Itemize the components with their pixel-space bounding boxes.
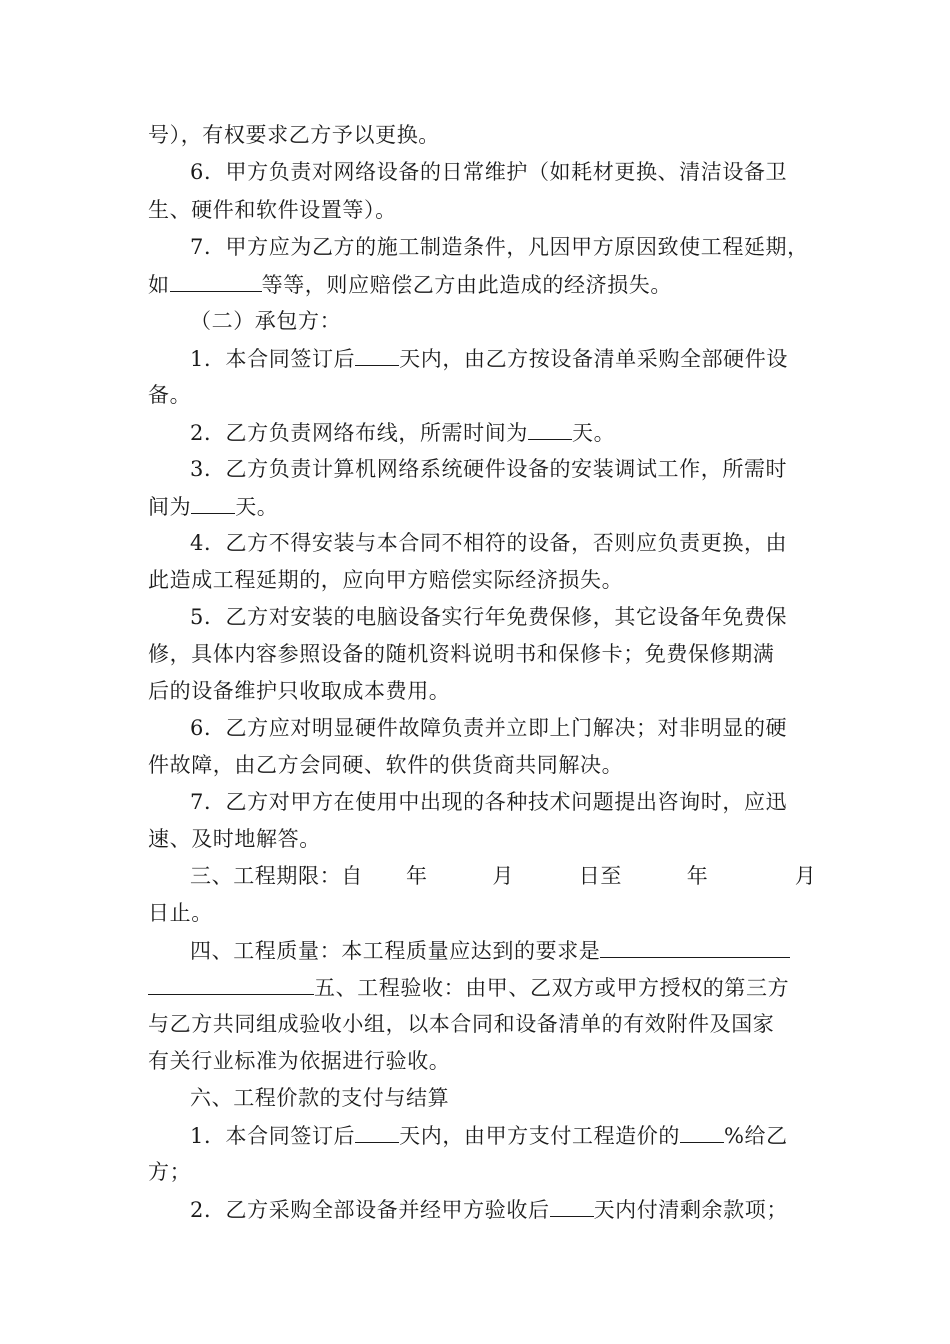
text-line: 3．乙方负责计算机网络系统硬件设备的安装调试工作，所需时: [190, 457, 788, 481]
text-line: [148, 493, 278, 520]
text-line: 7．甲方应为乙方的施工制造条件，凡因甲方原因致使工程延期，: [190, 235, 809, 259]
text-line: 此造成工程延期的，应向甲方赔偿实际经济损失。: [148, 568, 624, 592]
line-segment: 天内，由乙方按设备清单采购全部硬件设: [399, 347, 788, 371]
text-line: 后的设备维护只收取成本费用。: [148, 679, 451, 703]
text-line: 与乙方共同组成验收小组，以本合同和设备清单的有效附件及国家: [148, 1012, 775, 1036]
text-line: [190, 1196, 788, 1223]
text-line: 有关行业标准为依据进行验收。: [148, 1049, 451, 1073]
fill-in-blank: [355, 345, 399, 366]
text-line: 4．乙方不得安装与本合同不相符的设备，否则应负责更换，由: [190, 531, 788, 555]
fill-in-blank: [550, 1196, 594, 1217]
text-line: 7．乙方对甲方在使用中出现的各种技术问题提出咨询时，应迅: [190, 790, 788, 814]
line-segment: 1．本合同签订后: [190, 1124, 356, 1148]
line-segment: 2．乙方采购全部设备并经甲方验收后: [190, 1198, 550, 1222]
text-line: 日止。: [148, 901, 213, 925]
line-segment: 如: [148, 273, 170, 297]
line-segment: 天。: [571, 421, 616, 445]
text-line: [190, 937, 790, 964]
text-line: 六、工程价款的支付与结算: [190, 1086, 450, 1110]
text-line: [148, 271, 672, 298]
line-segment: 1．本合同签订后: [190, 347, 356, 371]
text-line: [190, 419, 615, 446]
fill-in-blank: [355, 1122, 399, 1143]
line-segment: 天。: [235, 495, 279, 519]
line-segment: 间为: [148, 495, 192, 519]
text-line: 6．甲方负责对网络设备的日常维护（如耗材更换、清洁设备卫: [190, 160, 788, 184]
line-segment: 天内付清剩余款项；: [593, 1198, 788, 1222]
text-line: 6．乙方应对明显硬件故障负责并立即上门解决；对非明显的硬: [190, 716, 788, 740]
text-line: 备。: [148, 383, 192, 407]
line-segment: 五、工程验收：由甲、乙双方或甲方授权的第三方: [314, 976, 790, 1000]
fill-in-blank: [600, 937, 790, 958]
text-line: 方；: [148, 1160, 192, 1184]
text-line: [148, 974, 789, 1001]
text-line: 三、工程期限：自 年 月 日至 年 月: [190, 864, 817, 888]
line-segment: 天内，由甲方支付工程造价的: [399, 1124, 680, 1148]
text-line: [190, 345, 788, 372]
text-line: 生、硬件和软件设置等）。: [148, 198, 397, 222]
text-line: 速、及时地解答。: [148, 827, 321, 851]
line-segment: 2．乙方负责网络布线，所需时间为: [190, 421, 528, 445]
text-line: 件故障，由乙方会同硬、软件的供货商共同解决。: [148, 753, 624, 777]
text-line: 5．乙方对安装的电脑设备实行年免费保修，其它设备年免费保: [190, 605, 788, 629]
line-segment: 四、工程质量：本工程质量应达到的要求是: [190, 939, 601, 963]
fill-in-blank: [528, 419, 572, 440]
fill-in-blank: [191, 493, 235, 514]
fill-in-blank: [680, 1122, 724, 1143]
fill-in-blank: [148, 974, 314, 995]
line-segment: 等等，则应赔偿乙方由此造成的经济损失。: [261, 273, 673, 297]
text-line: [190, 1122, 788, 1149]
text-line: 修，具体内容参照设备的随机资料说明书和保修卡；免费保修期满: [148, 642, 775, 666]
line-segment: %给乙: [723, 1124, 788, 1148]
text-line: （二）承包方：: [190, 309, 342, 333]
text-line: 号），有权要求乙方予以更换。: [148, 123, 440, 147]
fill-in-blank: [170, 271, 262, 292]
